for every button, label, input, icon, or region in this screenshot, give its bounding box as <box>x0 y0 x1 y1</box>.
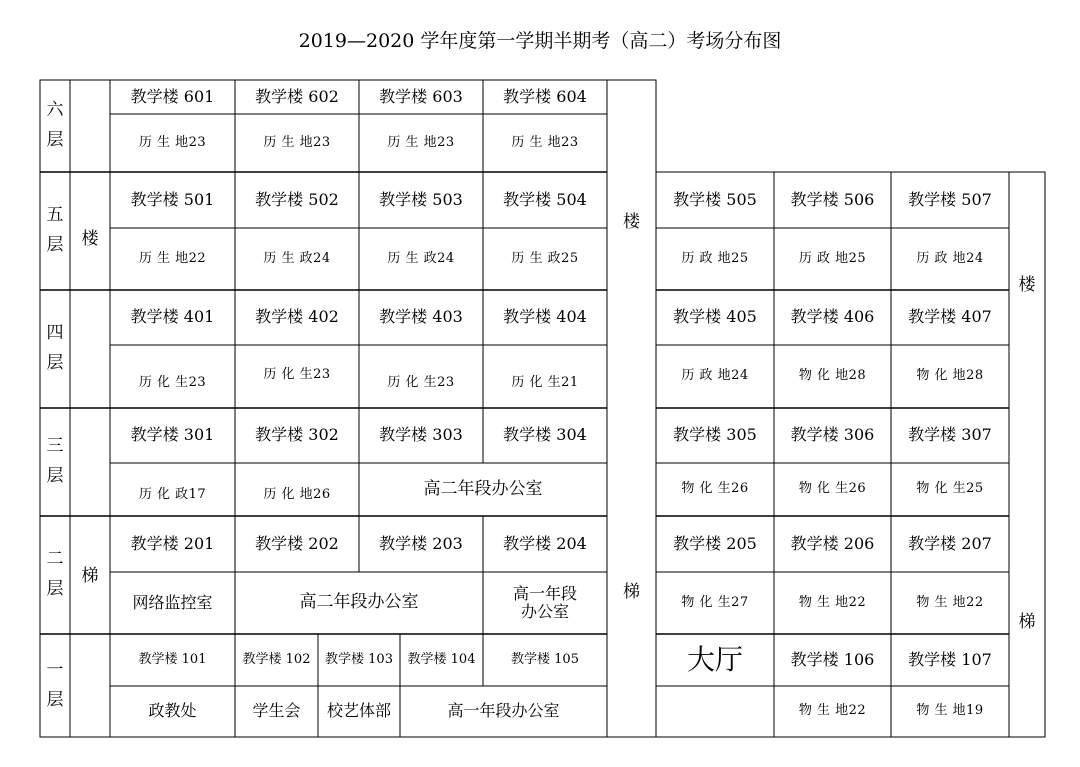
subjects-306: 物 化 生26 <box>798 481 867 497</box>
room-204: 教学楼 204 <box>503 533 587 553</box>
room-602: 教学楼 602 <box>255 86 339 106</box>
right-stairs-bottom: 梯 <box>1018 612 1036 633</box>
floor-label-1: 一 层 <box>46 659 64 710</box>
room-603: 教学楼 603 <box>379 86 463 106</box>
floor-label-6: 六 层 <box>46 100 64 150</box>
floor-label-5: 五 层 <box>46 205 64 255</box>
room-202: 教学楼 202 <box>255 533 339 553</box>
room-306: 教学楼 306 <box>790 425 875 445</box>
room-505: 教学楼 505 <box>673 189 757 209</box>
room-406: 教学楼 406 <box>790 307 875 327</box>
grade1-office-floor2: 高一年段 办公室 <box>512 583 577 621</box>
subjects-501: 历 生 地22 <box>138 250 207 266</box>
subjects-505: 历 政 地25 <box>681 250 749 266</box>
floor-label-4: 四 层 <box>46 323 64 373</box>
room-403: 教学楼 403 <box>379 307 463 327</box>
grade2-office-floor3: 高二年段办公室 <box>423 478 543 499</box>
subjects-207: 物 生 地22 <box>916 594 984 610</box>
subjects-406: 物 化 地28 <box>798 368 867 384</box>
floor-label-3: 三 层 <box>46 436 64 486</box>
subjects-405: 历 政 地24 <box>681 368 749 384</box>
subjects-503: 历 生 政24 <box>387 250 455 266</box>
room-305: 教学楼 305 <box>673 425 757 445</box>
subjects-401: 历 化 生23 <box>138 374 207 390</box>
grade1-office-floor1: 高一年段办公室 <box>447 701 560 721</box>
left-stairs-top: 楼 <box>81 229 99 250</box>
room-206: 教学楼 206 <box>790 533 875 553</box>
network-monitor-room: 网络监控室 <box>132 592 213 612</box>
left-stairs-bottom: 梯 <box>81 566 99 587</box>
room-407: 教学楼 407 <box>908 307 992 327</box>
subjects-604: 历 生 地23 <box>511 134 579 150</box>
room-504: 教学楼 504 <box>503 189 587 209</box>
room-506: 教学楼 506 <box>790 189 875 209</box>
subjects-305: 物 化 生26 <box>681 481 749 497</box>
page-title: 2019—2020 学年度第一学期半期考（高二）考场分布图 <box>298 30 782 52</box>
room-205: 教学楼 205 <box>673 533 757 553</box>
floor-label-2: 二 层 <box>46 549 64 599</box>
room-207: 教学楼 207 <box>908 533 992 553</box>
room-101: 教学楼 101 <box>138 651 207 667</box>
room-301: 教学楼 301 <box>130 425 215 445</box>
student-union: 学生会 <box>252 701 301 721</box>
room-401: 教学楼 401 <box>130 307 215 327</box>
right-stairs-top: 楼 <box>1018 275 1036 296</box>
subjects-602: 历 生 地23 <box>263 134 331 150</box>
subjects-206: 物 生 地22 <box>798 594 867 610</box>
grade2-office-floor2: 高二年段办公室 <box>299 592 419 613</box>
room-402: 教学楼 402 <box>255 307 339 327</box>
room-601: 教学楼 601 <box>130 86 215 106</box>
subjects-601: 历 生 地23 <box>138 134 207 150</box>
room-307: 教学楼 307 <box>908 425 992 445</box>
lobby: 大厅 <box>686 642 743 676</box>
subjects-106: 物 生 地22 <box>798 703 867 719</box>
room-507: 教学楼 507 <box>908 189 992 209</box>
room-503: 教学楼 503 <box>379 189 463 209</box>
room-304: 教学楼 304 <box>503 425 587 445</box>
subjects-302: 历 化 地26 <box>263 486 331 502</box>
subjects-301: 历 化 政17 <box>138 486 207 502</box>
room-405: 教学楼 405 <box>673 307 757 327</box>
subjects-107: 物 生 地19 <box>916 703 984 719</box>
room-302: 教学楼 302 <box>255 425 339 445</box>
arts-sports-dept: 校艺体部 <box>326 701 391 721</box>
subjects-407: 物 化 地28 <box>916 368 984 384</box>
subjects-403: 历 化 生23 <box>387 374 455 390</box>
subjects-506: 历 政 地25 <box>798 250 867 266</box>
room-103: 教学楼 103 <box>325 651 393 667</box>
subjects-502: 历 生 政24 <box>263 250 331 266</box>
political-education-office: 政教处 <box>148 701 197 721</box>
room-106: 教学楼 106 <box>790 649 875 669</box>
subjects-205: 物 化 生27 <box>681 594 749 610</box>
room-604: 教学楼 604 <box>503 86 587 106</box>
middle-stairs-bottom: 梯 <box>623 582 640 603</box>
room-201: 教学楼 201 <box>130 533 215 553</box>
subjects-402: 历 化 生23 <box>263 366 331 382</box>
subjects-603: 历 生 地23 <box>387 134 455 150</box>
subjects-507: 历 政 地24 <box>916 250 984 266</box>
room-102: 教学楼 102 <box>242 651 311 667</box>
subjects-307: 物 化 生25 <box>916 481 984 497</box>
room-104: 教学楼 104 <box>407 651 476 667</box>
room-502: 教学楼 502 <box>255 189 339 209</box>
subjects-504: 历 生 政25 <box>511 250 579 266</box>
subjects-404: 历 化 生21 <box>511 374 579 390</box>
room-107: 教学楼 107 <box>908 649 992 669</box>
room-303: 教学楼 303 <box>379 425 463 445</box>
room-105: 教学楼 105 <box>511 651 579 667</box>
room-404: 教学楼 404 <box>503 307 587 327</box>
middle-stairs-top: 楼 <box>623 212 640 233</box>
room-501: 教学楼 501 <box>130 189 215 209</box>
room-203: 教学楼 203 <box>379 533 463 553</box>
